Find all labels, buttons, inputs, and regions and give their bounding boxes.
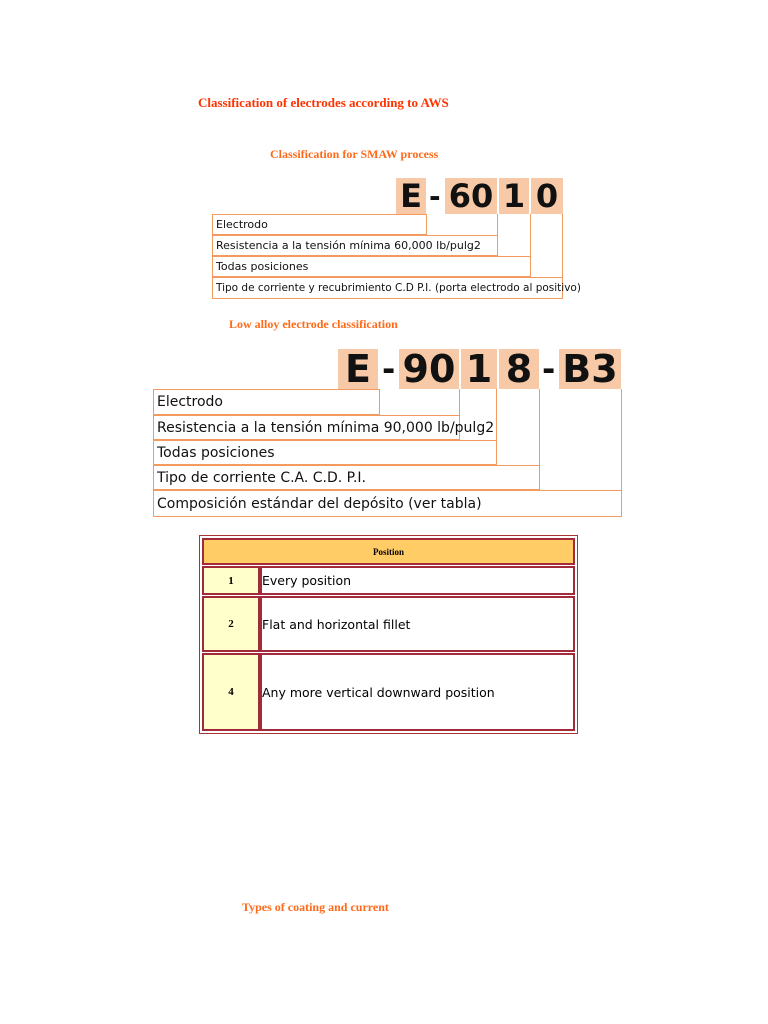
smaw-row-tension: Resistencia a la tensión mínima 60,000 lb/pulg2 [212,235,498,256]
code-composition: B3 [559,349,621,389]
table-cell-num: 1 [202,566,260,595]
alloy-row-posiciones: Todas posiciones [153,440,497,465]
smaw-row-corriente: Tipo de corriente y recubrimiento C.D P.I. (porta electrodo al positivo) [212,277,563,299]
code-e: E [338,349,378,389]
position-table [199,535,578,734]
table-cell-desc: Every position [260,566,575,595]
smaw-row-posiciones: Todas posiciones [212,256,531,277]
code-dash: - [429,180,441,213]
alloy-row-corriente: Tipo de corriente C.A. C.D. P.I. [153,465,540,490]
code-strength: 90 [399,349,459,389]
code-position: 1 [499,178,529,214]
low-alloy-heading: Low alloy electrode classification [229,317,398,331]
alloy-row-tension: Resistencia a la tensión mínima 90,000 lb/pulg2 [153,415,460,440]
code-dash: - [542,350,556,388]
smaw-row-electrodo: Electrodo [212,214,427,235]
table-cell-desc: Flat and horizontal fillet [260,596,575,652]
table-cell-desc: Any more vertical downward position [260,653,575,731]
code-current: 8 [499,349,539,389]
table-cell-num: 4 [202,653,260,731]
code-dash: - [382,350,396,388]
table-header: Position [202,538,575,565]
coating-heading: Types of coating and current [242,900,389,914]
alloy-row-electrodo: Electrodo [153,389,380,415]
code-e: E [396,178,426,214]
table-cell-num: 2 [202,596,260,652]
alloy-row-composicion: Composición estándar del depósito (ver tabla) [153,490,622,517]
code-current: 0 [531,178,563,214]
code-position: 1 [461,349,497,389]
code-strength: 60 [445,178,497,214]
smaw-heading: Classification for SMAW process [270,147,439,161]
page-title: Classification of electrodes according to AWS [198,95,449,110]
